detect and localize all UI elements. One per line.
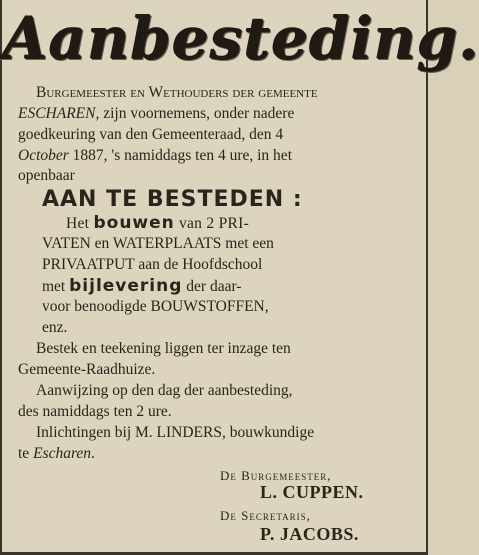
secretary-name: P. JACOBS. bbox=[260, 524, 359, 544]
work-line-2: VATEN en WATERPLAATS met een bbox=[42, 235, 274, 252]
work-text: der daar- bbox=[182, 278, 242, 295]
work-line-1 bbox=[66, 213, 412, 234]
section-heading: AAN TE BESTEDEN : bbox=[42, 187, 303, 212]
intro-line-3: goedkeuring van den Gemeenteraad, den 4 bbox=[18, 126, 284, 143]
work-text: met bbox=[42, 278, 70, 295]
place-name: Escharen bbox=[33, 445, 92, 462]
aanwijzing-line-2: des namiddags ten 2 ure. bbox=[18, 403, 172, 420]
inlichtingen-line-2 bbox=[18, 444, 412, 464]
aanwijzing-line-1: Aanwijzing op den dag der aanbesteding, bbox=[36, 382, 293, 399]
intro-line-5: openbaar bbox=[18, 167, 75, 184]
work-line-4 bbox=[42, 276, 412, 297]
month: October bbox=[18, 147, 69, 164]
work-text: Het bbox=[66, 215, 94, 232]
inlichtingen-text: te bbox=[18, 445, 34, 462]
work-line-5: voor benoodigde BOUWSTOFFEN, bbox=[42, 298, 269, 315]
inlichtingen-line-1: Inlichtingen bij M. LINDERS, bouwkundige bbox=[36, 424, 315, 441]
page-title: Aanbesteding. bbox=[2, 4, 479, 72]
work-line-3: PRIVAATPUT aan de Hoofdschool bbox=[42, 256, 263, 273]
bestek-line-2: Gemeente-Raadhuize. bbox=[18, 361, 156, 378]
secretary-label: De Secretaris, bbox=[220, 508, 311, 523]
mayor-name: L. CUPPEN. bbox=[260, 482, 364, 502]
emphasis-word: bouwen bbox=[93, 213, 175, 233]
emphasis-word: bijlevering bbox=[69, 276, 183, 296]
bestek-line-1: Bestek en teekening liggen ter inzage ten bbox=[36, 340, 291, 357]
intro-line-4 bbox=[18, 146, 412, 166]
intro-line-1: Burgemeester en Wethouders der gemeente bbox=[36, 84, 318, 101]
mayor-label: De Burgemeester, bbox=[220, 468, 332, 483]
inlichtingen-text: . bbox=[91, 445, 95, 462]
intro-date-text: 1887, 's namiddags ten 4 ure, in het bbox=[68, 147, 292, 164]
intro-text: , zijn voornemens, onder nadere bbox=[95, 105, 295, 122]
place-name: ESCHAREN bbox=[18, 105, 96, 122]
work-text: van 2 PRI- bbox=[174, 215, 250, 232]
intro-line-2 bbox=[18, 104, 412, 124]
work-line-6: enz. bbox=[42, 319, 68, 336]
